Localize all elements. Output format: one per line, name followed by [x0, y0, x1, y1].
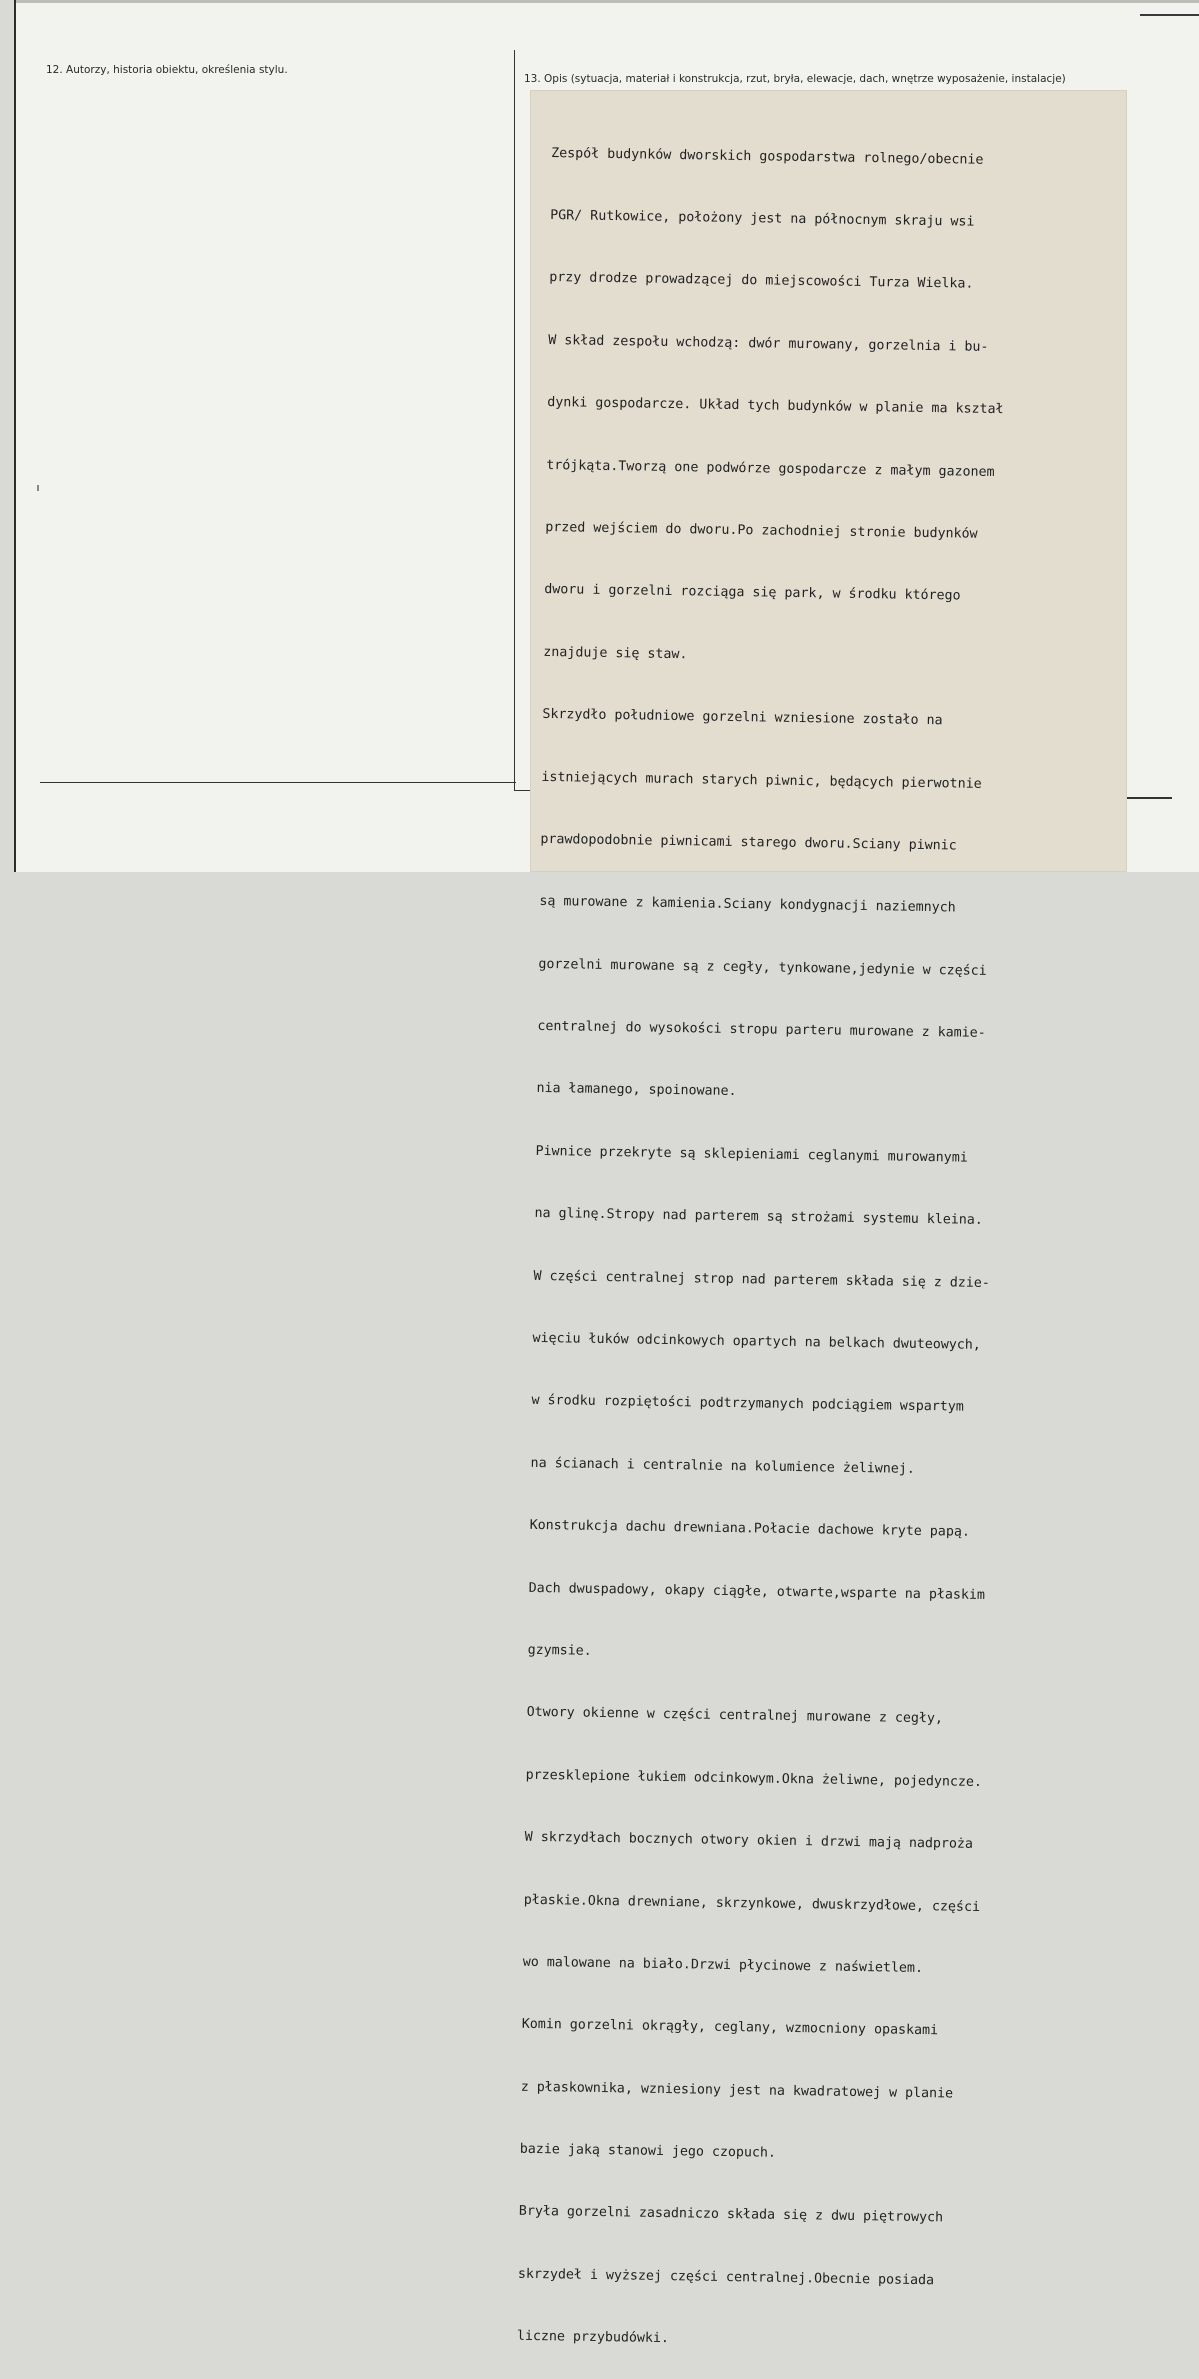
description-line: na glinę.Stropy nad parterem są strożami systemu kleina. [534, 1206, 983, 1229]
description-line: gorzelni murowane są z cegły, tynkowane,jedynie w części [538, 956, 987, 979]
description-line: wo malowane na biało.Drzwi płycinowe z naświetlem. [522, 1954, 924, 1976]
description-line: skrzydeł i wyższej części centralnej.Obecnie posiada [517, 2266, 935, 2289]
field-12-label: 12. Autorzy, historia obiektu, określenia stylu. [46, 64, 288, 76]
description-line: nia łamanego, spoinowane. [536, 1081, 737, 1100]
description-line: na ścianach i centralnie na kolumience żeliwnej. [530, 1455, 915, 1477]
column-divider [514, 50, 515, 790]
description-line: Bryła gorzelni zasadniczo składa się z dwu piętrowych [518, 2204, 944, 2226]
description-line: przed wejściem do dworu.Po zachodniej stronie budynków [545, 519, 978, 542]
description-line: są murowane z kamienia.Sciany kondygnacji naziemnych [539, 894, 956, 916]
sheet-edge [14, 0, 16, 872]
description-line: z płaskownika, wzniesiony jest na kwadratowej w planie [520, 2079, 954, 2102]
description-line: W skład zespołu wchodzą: dwór murowany, gorzelnia i bu- [548, 332, 989, 355]
sheet-top-edge [16, 0, 1199, 3]
description-line: w środku rozpiętości podtrzymanych podciągiem wspartym [531, 1393, 964, 1416]
description-line: gzymsie. [527, 1642, 592, 1659]
description-line: Skrzydło południowe gorzelni wzniesione zostało na [542, 707, 943, 729]
description-line: liczne przybudówki. [516, 2328, 670, 2347]
description-line: płaskie.Okna drewniane, skrzynkowe, dwuskrzydłowe, części [523, 1892, 981, 1915]
description-line: Konstrukcja dachu drewniana.Połacie dachowe kryte papą. [529, 1518, 971, 1540]
typewritten-description [516, 102, 1192, 2379]
description-line: Piwnice przekryte są sklepieniami ceglanymi murowanymi [535, 1143, 968, 1166]
description-line: W części centralnej strop nad parterem składa się z dzie- [533, 1268, 990, 1291]
description-line: Komin gorzelni okrągły, ceglany, wzmocniony opaskami [521, 2017, 939, 2039]
description-line: prawdopodobnie piwnicami starego dworu.Sciany piwnic [540, 831, 957, 854]
description-line: dworu i gorzelni rozciąga się park, w środku którego [544, 582, 961, 604]
description-line: znajduje się staw. [543, 644, 688, 662]
description-line: przesklepione łukiem odcinkowym.Okna żeliwne, pojedyncze. [525, 1767, 983, 1790]
description-line: PGR/ Rutkowice, położony jest na północnym skraju wsi [550, 207, 975, 230]
description-line: więciu łuków odcinkowych opartych na belkach dwuteowych, [532, 1330, 981, 1353]
sheet-top-rule [1140, 14, 1199, 16]
description-line: W skrzydłach bocznych otwory okien i drzwi mają nadproża [524, 1829, 974, 1852]
description-line: trójkąta.Tworzą one podwórze gospodarcze z małym gazonem [546, 457, 995, 480]
description-line: centralnej do wysokości stropu parteru murowane z kamie- [537, 1018, 986, 1041]
description-line: Zespół budynków dworskich gospodarstwa rolnego/obecnie [551, 145, 984, 168]
field-12-bottom-rule [40, 782, 516, 783]
description-line: dynki gospodarcze. Układ tych budynków w planie ma kształ [547, 395, 1004, 418]
description-line: Dach dwuspadowy, okapy ciągłe, otwarte,wsparte na płaskim [528, 1580, 986, 1603]
description-line: bazie jaką stanowi jego czopuch. [519, 2141, 777, 2161]
description-line: przy drodze prowadzącej do miejscowości Turza Wielka. [549, 270, 974, 293]
description-line: istniejących murach starych piwnic, będących pierwotnie [541, 769, 982, 792]
field-13-label: 13. Opis (sytuacja, materiał i konstrukcja, rzut, bryła, elewacje, dach, wnętrze wyposażenie, instalacje) [524, 73, 1066, 85]
paper-mark [37, 485, 39, 491]
description-line: Otwory okienne w części centralnej murowane z cegły, [526, 1705, 944, 1727]
